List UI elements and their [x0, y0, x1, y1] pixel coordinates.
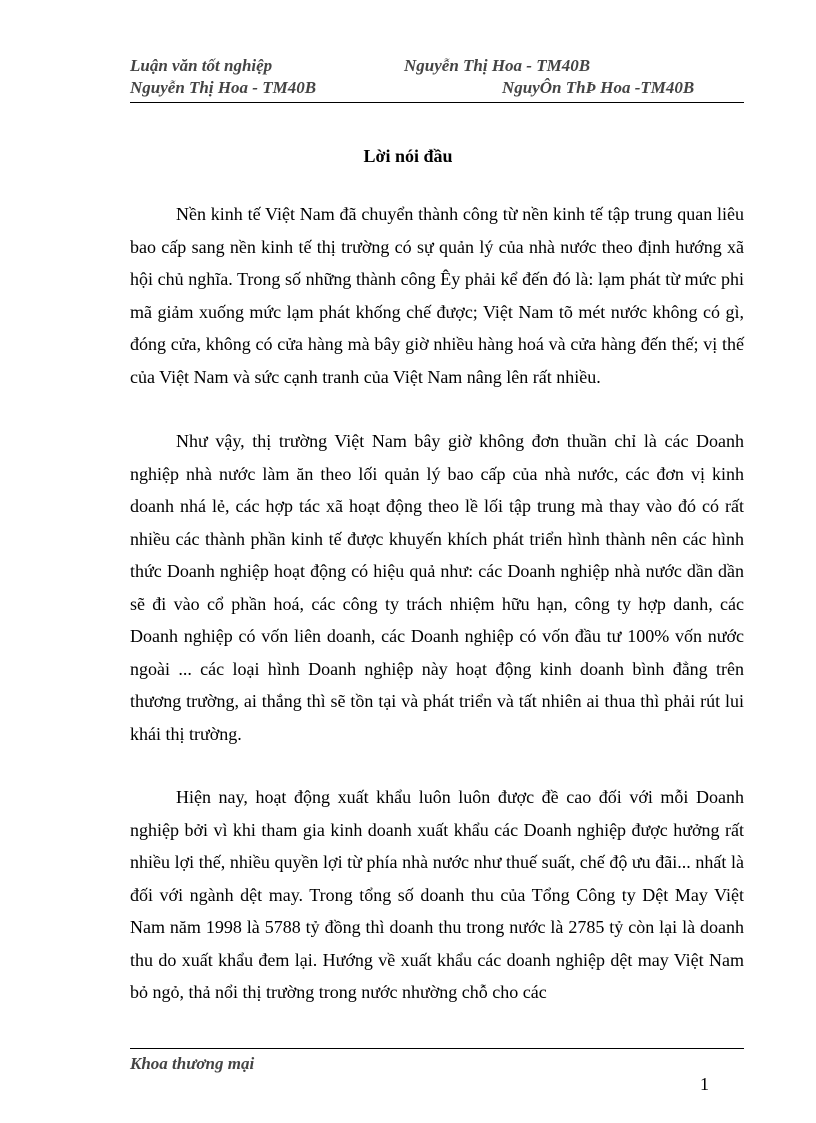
paragraph-1: Nền kinh tế Việt Nam đã chuyển thành công từ nền kinh tế tập trung quan liêu bao cấp sang nền kinh tế thị trường có sự quản lý của nhà nước theo định hướng xã hội chủ nghĩa. Trong số những thành công Êy phải kể đến đó là: lạm phát từ mức phi mã giảm xuống mức lạm phát khống chế được; Việt Nam tõ mét nước không có gì, đóng cửa, không có cửa hàng mà bây giờ nhiều hàng hoá và cửa hàng đến thế; vị thế của Việt Nam và sức cạnh tranh của Việt Nam nâng lên rất nhiều.	[130, 204, 744, 387]
footer-department: Khoa thương mại	[130, 1054, 255, 1073]
header-rule	[130, 102, 744, 103]
header-thesis-label: Luận văn tốt nghiệp	[130, 56, 273, 75]
document-title: Lời nói đầu	[363, 146, 453, 166]
header-author-right: NguyÔn ThÞ Hoa -TM40B	[502, 78, 695, 97]
footer-rule	[130, 1048, 744, 1049]
page-number: 1	[700, 1074, 709, 1094]
paragraph-2: Như vậy, thị trường Việt Nam bây giờ không đơn thuần chỉ là các Doanh nghiệp nhà nước làm ăn theo lối quản lý bao cấp của nhà nước, các đơn vị kinh doanh nhá lẻ, các hợp tác xã hoạt động theo lề lối tập trung mà thay vào đó có rất nhiều các thành phần kinh tế được khuyến khích phát triển hình thành nên các hình thức Doanh nghiệp hoạt động có hiệu quả như: các Doanh nghiệp nhà nước dần dần sẽ đi vào cổ phần hoá, các công ty trách nhiệm hữu hạn, công ty hợp danh, các Doanh nghiệp có vốn liên doanh, các Doanh nghiệp có vốn đầu tư 100% vốn nước ngoài ... các loại hình Doanh nghiệp này hoạt động kinh doanh bình đẳng trên thương trường, ai thắng thì sẽ tồn tại và phát triển và tất nhiên ai thua thì phải rút lui khái thị trường.	[130, 431, 744, 744]
header-author-top: Nguyễn Thị Hoa - TM40B	[404, 56, 591, 75]
paragraph-3: Hiện nay, hoạt động xuất khẩu luôn luôn được đề cao đối với mỗi Doanh nghiệp bởi vì khi tham gia kinh doanh xuất khẩu các Doanh nghiệp được hưởng rất nhiều lợi thế, nhiều quyền lợi từ phía nhà nước như thuế suất, chế độ ưu đãi... nhất là đối với ngành dệt may. Trong tổng số doanh thu của Tổng Công ty Dệt May Việt Nam năm 1998 là 5788 tỷ đồng thì doanh thu trong nước là 2785 tỷ còn lại là doanh thu do xuất khẩu đem lại. Hướng về xuất khẩu các doanh nghiệp dệt may Việt Nam bỏ ngỏ, thả nổi thị trường trong nước nhường chỗ cho các	[130, 787, 744, 1002]
header-author-left: Nguyễn Thị Hoa - TM40B	[130, 78, 317, 97]
